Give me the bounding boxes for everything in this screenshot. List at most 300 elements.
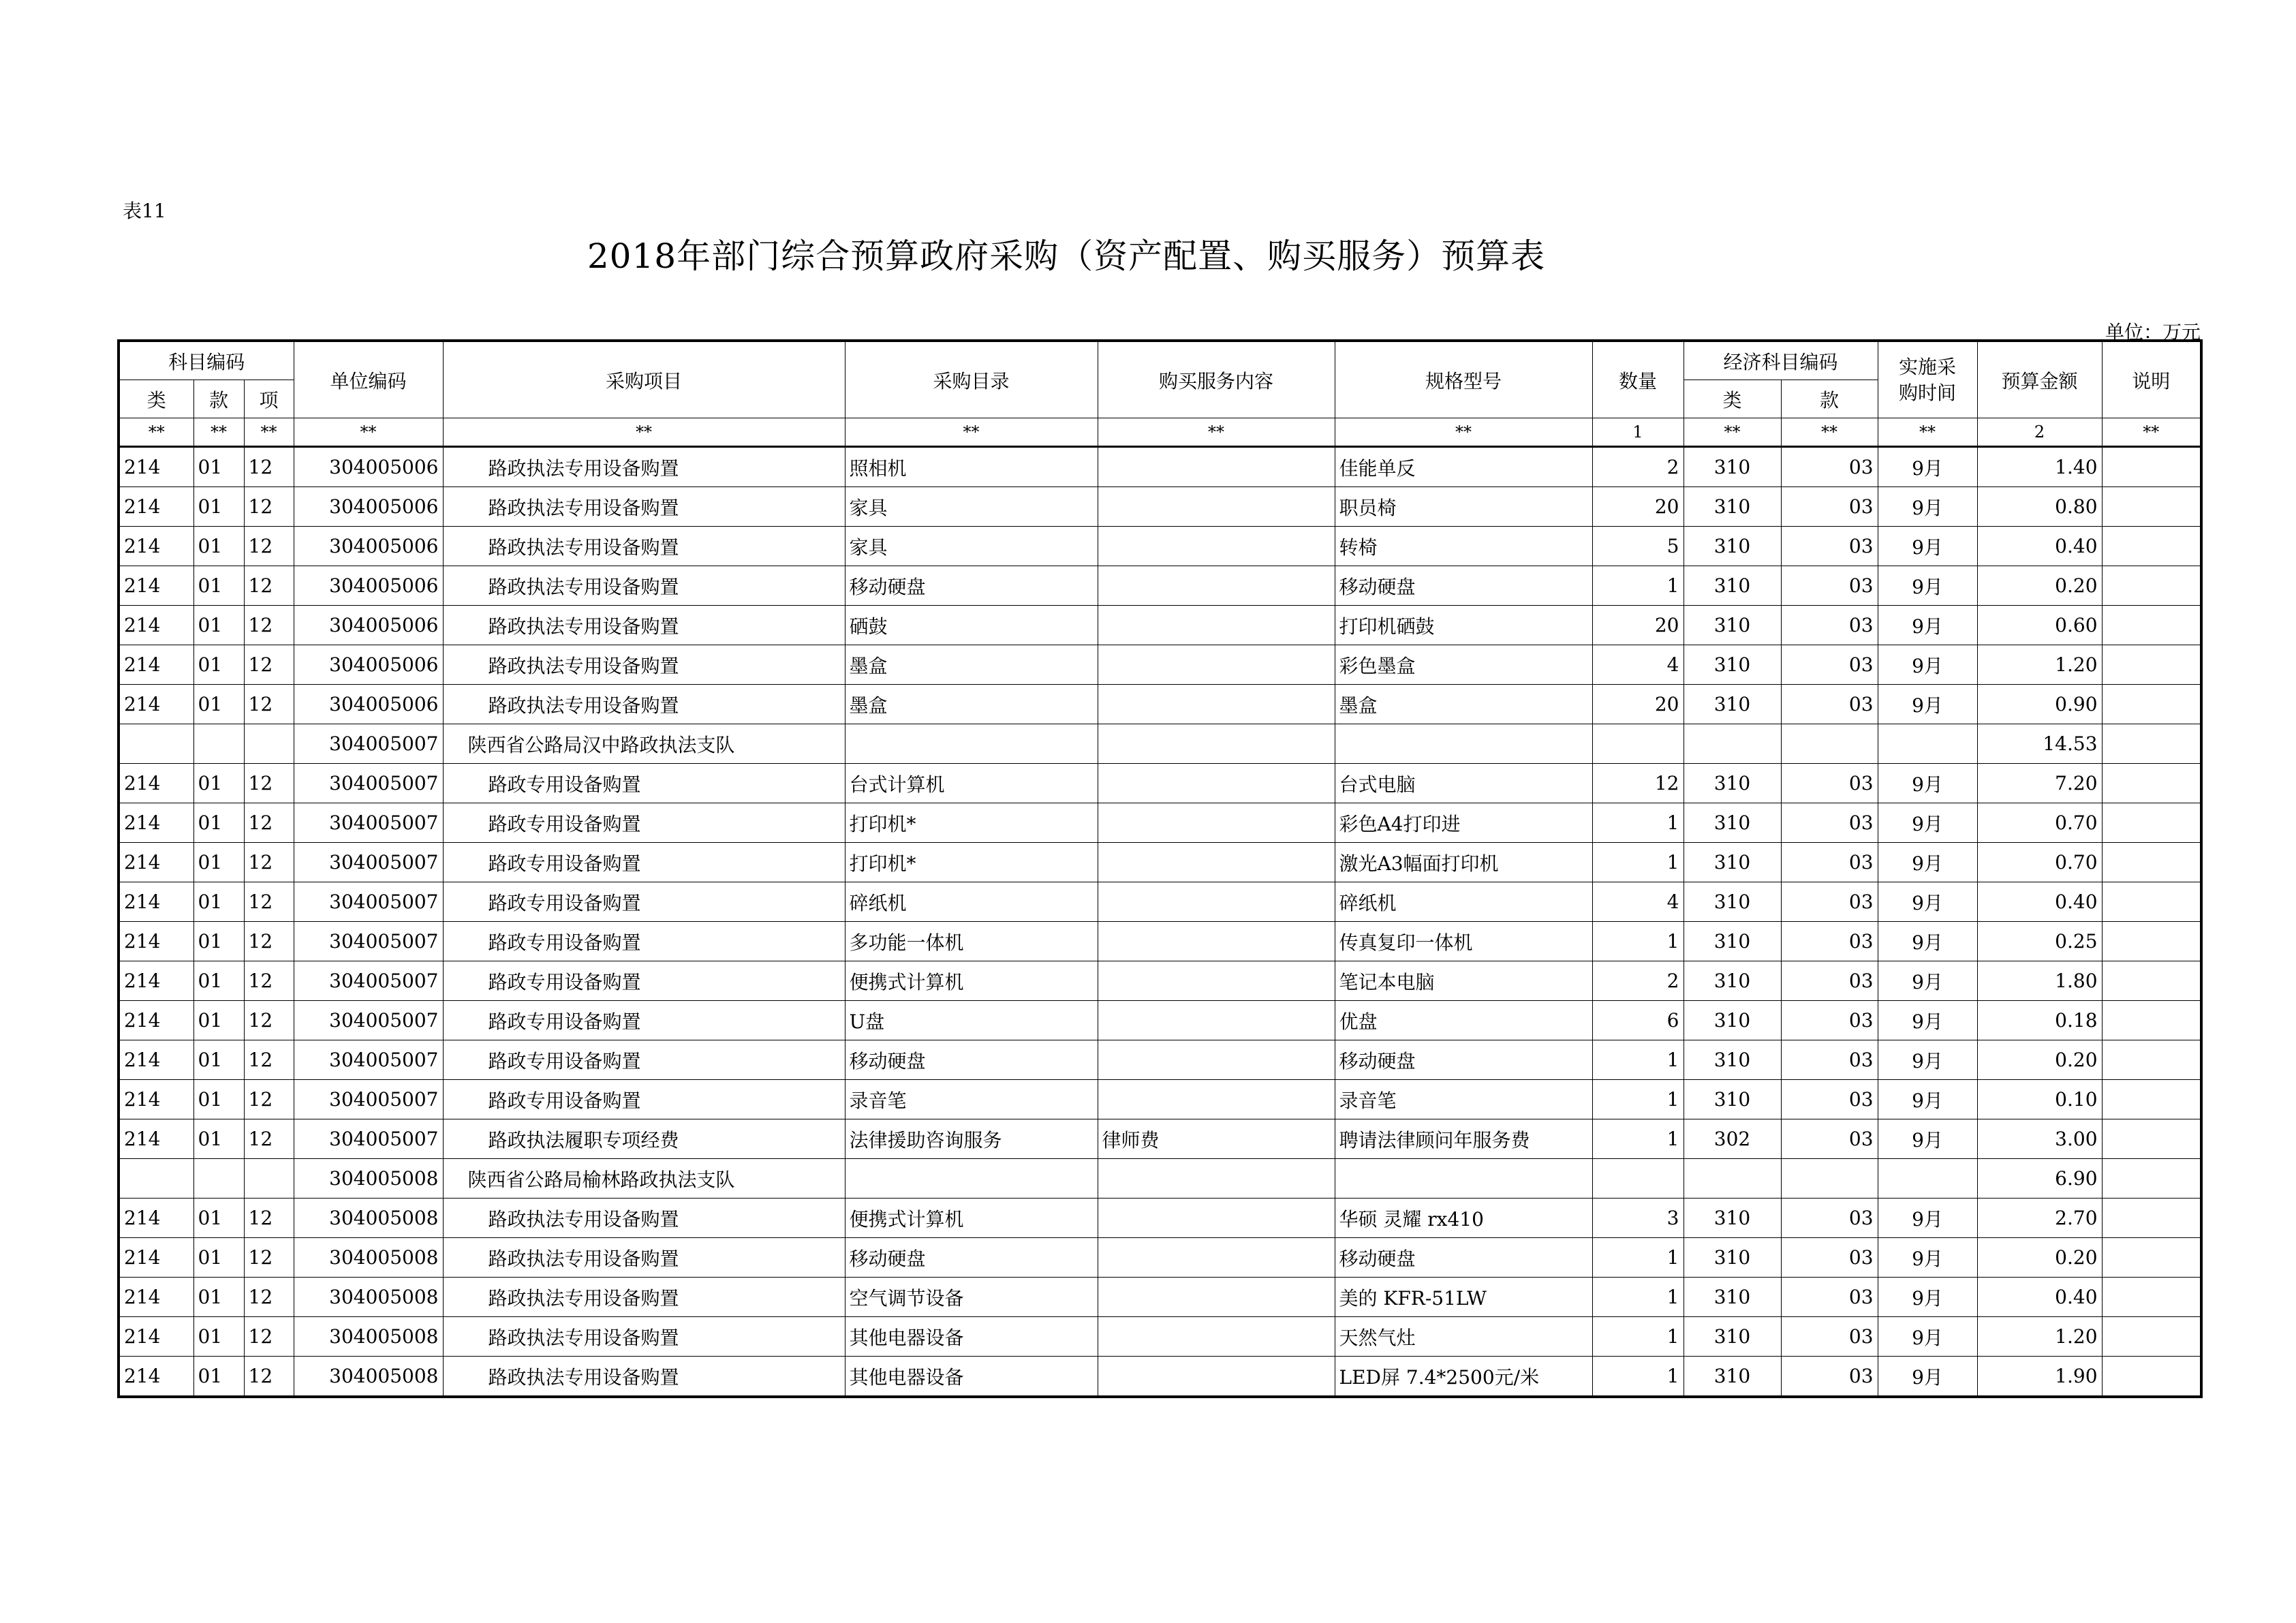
econ-lei-cell: 310 bbox=[1684, 645, 1781, 685]
spec-cell: 移动硬盘 bbox=[1335, 1238, 1592, 1278]
econ-kuan-cell: 03 bbox=[1781, 1317, 1878, 1357]
econ-kuan-cell: 03 bbox=[1781, 882, 1878, 922]
header-row-1 bbox=[119, 341, 2201, 380]
time-cell bbox=[1878, 1159, 1977, 1199]
lei-cell: 214 bbox=[119, 961, 193, 1001]
spec-cell: 笔记本电脑 bbox=[1335, 961, 1592, 1001]
service-cell bbox=[1098, 1001, 1335, 1040]
amount-cell: 1.20 bbox=[1977, 1317, 2102, 1357]
note-cell bbox=[2102, 447, 2201, 487]
table-row bbox=[119, 487, 2201, 527]
note-cell bbox=[2102, 922, 2201, 961]
qty-cell: 6 bbox=[1592, 1001, 1684, 1040]
kuan-header: 款 bbox=[193, 380, 244, 418]
econ-kuan-cell: 03 bbox=[1781, 764, 1878, 803]
org-row bbox=[119, 1159, 2201, 1199]
service-cell bbox=[1098, 1159, 1335, 1199]
marker-row bbox=[119, 418, 2201, 447]
project-cell: 路政执法专用设备购置 bbox=[443, 1278, 845, 1317]
spec-cell: 传真复印一体机 bbox=[1335, 922, 1592, 961]
econ-lei-cell: 310 bbox=[1684, 566, 1781, 606]
service-cell bbox=[1098, 1040, 1335, 1080]
service-cell bbox=[1098, 1317, 1335, 1357]
note-cell bbox=[2102, 1199, 2201, 1238]
qty-cell: 1 bbox=[1592, 1238, 1684, 1278]
spec-cell: LED屏 7.4*2500元/米 bbox=[1335, 1357, 1592, 1397]
project-cell: 路政专用设备购置 bbox=[443, 1080, 845, 1119]
service-cell bbox=[1098, 645, 1335, 685]
kuan-cell: 01 bbox=[193, 645, 244, 685]
lei-cell: 214 bbox=[119, 1317, 193, 1357]
amount-cell: 0.60 bbox=[1977, 606, 2102, 645]
xiang-cell: 12 bbox=[244, 1001, 294, 1040]
service-cell bbox=[1098, 764, 1335, 803]
marker-cell: ** bbox=[244, 418, 294, 447]
xiang-cell: 12 bbox=[244, 764, 294, 803]
spec-cell: 台式电脑 bbox=[1335, 764, 1592, 803]
xiang-cell: 12 bbox=[244, 1040, 294, 1080]
catalog-cell: 碎纸机 bbox=[845, 882, 1098, 922]
spec-cell: 墨盒 bbox=[1335, 685, 1592, 724]
time-cell: 9月 bbox=[1878, 487, 1977, 527]
table-row bbox=[119, 1080, 2201, 1119]
econ-kuan-cell: 03 bbox=[1781, 1238, 1878, 1278]
econ-lei-header: 类 bbox=[1684, 380, 1781, 418]
note-cell bbox=[2102, 1317, 2201, 1357]
econ-lei-cell: 310 bbox=[1684, 1001, 1781, 1040]
econ-kuan-cell: 03 bbox=[1781, 1278, 1878, 1317]
qty-cell: 2 bbox=[1592, 961, 1684, 1001]
kuan-cell: 01 bbox=[193, 1238, 244, 1278]
project-cell: 陕西省公路局榆林路政执法支队 bbox=[443, 1159, 845, 1199]
table-number: 表11 bbox=[123, 200, 166, 222]
time-cell: 9月 bbox=[1878, 882, 1977, 922]
catalog-cell: 打印机* bbox=[845, 803, 1098, 843]
marker-cell: ** bbox=[1684, 418, 1781, 447]
lei-cell: 214 bbox=[119, 764, 193, 803]
econ-kuan-cell: 03 bbox=[1781, 803, 1878, 843]
catalog-cell: 家具 bbox=[845, 487, 1098, 527]
econ-kuan-cell: 03 bbox=[1781, 606, 1878, 645]
xiang-cell: 12 bbox=[244, 1080, 294, 1119]
xiang-cell: 12 bbox=[244, 685, 294, 724]
note-cell bbox=[2102, 645, 2201, 685]
xiang-cell: 12 bbox=[244, 645, 294, 685]
amount-cell: 0.18 bbox=[1977, 1001, 2102, 1040]
lei-cell: 214 bbox=[119, 1278, 193, 1317]
time-cell: 9月 bbox=[1878, 1080, 1977, 1119]
project-cell: 路政执法专用设备购置 bbox=[443, 1238, 845, 1278]
note-cell bbox=[2102, 843, 2201, 882]
project-cell: 路政执法专用设备购置 bbox=[443, 1357, 845, 1397]
time-cell: 9月 bbox=[1878, 527, 1977, 566]
note-cell bbox=[2102, 487, 2201, 527]
lei-cell: 214 bbox=[119, 487, 193, 527]
econ-lei-cell: 310 bbox=[1684, 961, 1781, 1001]
project-cell: 路政执法专用设备购置 bbox=[443, 447, 845, 487]
note-cell bbox=[2102, 724, 2201, 764]
xiang-cell: 12 bbox=[244, 487, 294, 527]
econ-code-header: 经济科目编码 bbox=[1684, 341, 1878, 380]
spec-cell: 美的 KFR-51LW bbox=[1335, 1278, 1592, 1317]
spec-cell: 转椅 bbox=[1335, 527, 1592, 566]
table-row bbox=[119, 447, 2201, 487]
note-header: 说明 bbox=[2102, 341, 2201, 418]
unit-code-cell: 304005007 bbox=[294, 1080, 443, 1119]
unit-code-cell: 304005007 bbox=[294, 724, 443, 764]
econ-kuan-cell: 03 bbox=[1781, 1080, 1878, 1119]
catalog-cell: 其他电器设备 bbox=[845, 1317, 1098, 1357]
qty-cell bbox=[1592, 1159, 1684, 1199]
table-row bbox=[119, 843, 2201, 882]
qty-cell: 1 bbox=[1592, 1278, 1684, 1317]
spec-cell: 彩色墨盒 bbox=[1335, 645, 1592, 685]
catalog-cell: 其他电器设备 bbox=[845, 1357, 1098, 1397]
marker-cell: ** bbox=[1878, 418, 1977, 447]
unit-code-cell: 304005008 bbox=[294, 1317, 443, 1357]
service-cell bbox=[1098, 1357, 1335, 1397]
service-cell bbox=[1098, 487, 1335, 527]
spec-cell: 激光A3幅面打印机 bbox=[1335, 843, 1592, 882]
lei-cell: 214 bbox=[119, 803, 193, 843]
kuan-cell: 01 bbox=[193, 843, 244, 882]
lei-header: 类 bbox=[119, 380, 193, 418]
lei-cell bbox=[119, 1159, 193, 1199]
table-row bbox=[119, 1001, 2201, 1040]
kuan-cell: 01 bbox=[193, 1040, 244, 1080]
spec-cell: 碎纸机 bbox=[1335, 882, 1592, 922]
table-row bbox=[119, 764, 2201, 803]
time-header: 实施采购时间 bbox=[1878, 341, 1977, 418]
qty-cell: 1 bbox=[1592, 1040, 1684, 1080]
org-row bbox=[119, 724, 2201, 764]
catalog-cell: 移动硬盘 bbox=[845, 1040, 1098, 1080]
catalog-cell: 打印机* bbox=[845, 843, 1098, 882]
qty-cell: 1 bbox=[1592, 1317, 1684, 1357]
table-row bbox=[119, 606, 2201, 645]
kuan-cell: 01 bbox=[193, 1278, 244, 1317]
unit-code-cell: 304005008 bbox=[294, 1278, 443, 1317]
time-cell bbox=[1878, 724, 1977, 764]
qty-cell: 12 bbox=[1592, 764, 1684, 803]
econ-lei-cell: 310 bbox=[1684, 527, 1781, 566]
service-cell bbox=[1098, 961, 1335, 1001]
econ-lei-cell: 310 bbox=[1684, 447, 1781, 487]
spec-cell: 华硕 灵耀 rx410 bbox=[1335, 1199, 1592, 1238]
catalog-cell: 移动硬盘 bbox=[845, 1238, 1098, 1278]
project-cell: 路政执法专用设备购置 bbox=[443, 1199, 845, 1238]
catalog-cell: 墨盒 bbox=[845, 645, 1098, 685]
note-cell bbox=[2102, 1238, 2201, 1278]
unit-code-cell: 304005006 bbox=[294, 487, 443, 527]
unit-code-cell: 304005008 bbox=[294, 1357, 443, 1397]
qty-cell: 20 bbox=[1592, 606, 1684, 645]
econ-lei-cell bbox=[1684, 724, 1781, 764]
catalog-cell bbox=[845, 724, 1098, 764]
marker-cell: ** bbox=[1098, 418, 1335, 447]
spec-cell bbox=[1335, 1159, 1592, 1199]
amount-cell: 0.80 bbox=[1977, 487, 2102, 527]
note-cell bbox=[2102, 606, 2201, 645]
catalog-cell: 录音笔 bbox=[845, 1080, 1098, 1119]
unit-code-cell: 304005008 bbox=[294, 1199, 443, 1238]
unit-code-cell: 304005007 bbox=[294, 803, 443, 843]
note-cell bbox=[2102, 764, 2201, 803]
xiang-cell: 12 bbox=[244, 882, 294, 922]
econ-kuan-cell: 03 bbox=[1781, 1199, 1878, 1238]
unit-code-cell: 304005006 bbox=[294, 527, 443, 566]
table-row bbox=[119, 1199, 2201, 1238]
econ-kuan-cell: 03 bbox=[1781, 566, 1878, 606]
note-cell bbox=[2102, 566, 2201, 606]
amount-cell: 2.70 bbox=[1977, 1199, 2102, 1238]
project-cell: 路政执法专用设备购置 bbox=[443, 685, 845, 724]
econ-lei-cell: 310 bbox=[1684, 1199, 1781, 1238]
xiang-cell: 12 bbox=[244, 1238, 294, 1278]
project-cell: 路政专用设备购置 bbox=[443, 961, 845, 1001]
unit-code-cell: 304005006 bbox=[294, 685, 443, 724]
lei-cell: 214 bbox=[119, 922, 193, 961]
xiang-cell: 12 bbox=[244, 961, 294, 1001]
note-cell bbox=[2102, 1001, 2201, 1040]
econ-kuan-cell: 03 bbox=[1781, 1357, 1878, 1397]
qty-cell: 4 bbox=[1592, 882, 1684, 922]
econ-lei-cell: 310 bbox=[1684, 1278, 1781, 1317]
note-cell bbox=[2102, 527, 2201, 566]
lei-cell: 214 bbox=[119, 685, 193, 724]
xiang-header: 项 bbox=[244, 380, 294, 418]
lei-cell: 214 bbox=[119, 1040, 193, 1080]
econ-kuan-cell: 03 bbox=[1781, 1001, 1878, 1040]
unit-code-cell: 304005008 bbox=[294, 1238, 443, 1278]
service-cell bbox=[1098, 1199, 1335, 1238]
table-row bbox=[119, 1238, 2201, 1278]
time-cell: 9月 bbox=[1878, 922, 1977, 961]
marker-cell: ** bbox=[443, 418, 845, 447]
service-cell: 律师费 bbox=[1098, 1119, 1335, 1159]
amount-cell: 0.40 bbox=[1977, 527, 2102, 566]
econ-lei-cell: 310 bbox=[1684, 1317, 1781, 1357]
kuan-cell: 01 bbox=[193, 764, 244, 803]
marker-cell: ** bbox=[1335, 418, 1592, 447]
table-row bbox=[119, 566, 2201, 606]
table-row bbox=[119, 961, 2201, 1001]
xiang-cell: 12 bbox=[244, 1199, 294, 1238]
amount-cell: 0.20 bbox=[1977, 1238, 2102, 1278]
kuan-cell: 01 bbox=[193, 1199, 244, 1238]
unit-code-cell: 304005006 bbox=[294, 447, 443, 487]
spec-cell: 佳能单反 bbox=[1335, 447, 1592, 487]
note-cell bbox=[2102, 1278, 2201, 1317]
table-row bbox=[119, 527, 2201, 566]
kuan-cell: 01 bbox=[193, 447, 244, 487]
table-row bbox=[119, 1357, 2201, 1397]
qty-cell: 4 bbox=[1592, 645, 1684, 685]
time-cell: 9月 bbox=[1878, 685, 1977, 724]
catalog-cell: 照相机 bbox=[845, 447, 1098, 487]
lei-cell: 214 bbox=[119, 645, 193, 685]
qty-cell: 3 bbox=[1592, 1199, 1684, 1238]
project-cell: 路政执法履职专项经费 bbox=[443, 1119, 845, 1159]
lei-cell: 214 bbox=[119, 606, 193, 645]
catalog-cell: 空气调节设备 bbox=[845, 1278, 1098, 1317]
xiang-cell: 12 bbox=[244, 566, 294, 606]
econ-lei-cell: 310 bbox=[1684, 882, 1781, 922]
xiang-cell: 12 bbox=[244, 843, 294, 882]
amount-cell: 14.53 bbox=[1977, 724, 2102, 764]
project-cell: 路政专用设备购置 bbox=[443, 1040, 845, 1080]
qty-header: 数量 bbox=[1592, 341, 1684, 418]
project-cell: 陕西省公路局汉中路政执法支队 bbox=[443, 724, 845, 764]
econ-lei-cell: 310 bbox=[1684, 1080, 1781, 1119]
note-cell bbox=[2102, 1357, 2201, 1397]
amount-cell: 0.40 bbox=[1977, 882, 2102, 922]
page-title bbox=[0, 229, 2296, 278]
amount-cell: 7.20 bbox=[1977, 764, 2102, 803]
kuan-cell: 01 bbox=[193, 606, 244, 645]
econ-kuan-cell bbox=[1781, 724, 1878, 764]
kuan-cell: 01 bbox=[193, 882, 244, 922]
qty-cell: 1 bbox=[1592, 922, 1684, 961]
subject-code-header: 科目编码 bbox=[119, 341, 294, 380]
service-cell bbox=[1098, 922, 1335, 961]
xiang-cell: 12 bbox=[244, 1119, 294, 1159]
table-row bbox=[119, 1040, 2201, 1080]
note-cell bbox=[2102, 961, 2201, 1001]
spec-cell: 优盘 bbox=[1335, 1001, 1592, 1040]
service-cell bbox=[1098, 1278, 1335, 1317]
catalog-cell: 硒鼓 bbox=[845, 606, 1098, 645]
unit-label: 单位：万元 bbox=[2105, 321, 2201, 343]
econ-kuan-cell bbox=[1781, 1159, 1878, 1199]
qty-cell: 1 bbox=[1592, 843, 1684, 882]
unit-code-cell: 304005007 bbox=[294, 922, 443, 961]
note-cell bbox=[2102, 882, 2201, 922]
econ-lei-cell: 310 bbox=[1684, 1238, 1781, 1278]
lei-cell: 214 bbox=[119, 1238, 193, 1278]
project-cell: 路政专用设备购置 bbox=[443, 764, 845, 803]
service-cell bbox=[1098, 882, 1335, 922]
service-cell bbox=[1098, 685, 1335, 724]
project-cell: 路政执法专用设备购置 bbox=[443, 1317, 845, 1357]
econ-lei-cell: 310 bbox=[1684, 764, 1781, 803]
qty-cell: 1 bbox=[1592, 1119, 1684, 1159]
lei-cell: 214 bbox=[119, 1357, 193, 1397]
amount-cell: 1.80 bbox=[1977, 961, 2102, 1001]
note-cell bbox=[2102, 1159, 2201, 1199]
catalog-cell bbox=[845, 1159, 1098, 1199]
time-cell: 9月 bbox=[1878, 1001, 1977, 1040]
qty-cell: 20 bbox=[1592, 487, 1684, 527]
kuan-cell: 01 bbox=[193, 961, 244, 1001]
marker-cell: 2 bbox=[1977, 418, 2102, 447]
unit-code-header: 单位编码 bbox=[294, 341, 443, 418]
time-cell: 9月 bbox=[1878, 1238, 1977, 1278]
time-cell: 9月 bbox=[1878, 645, 1977, 685]
project-cell: 路政专用设备购置 bbox=[443, 882, 845, 922]
kuan-cell: 01 bbox=[193, 1119, 244, 1159]
xiang-cell: 12 bbox=[244, 922, 294, 961]
catalog-cell: 家具 bbox=[845, 527, 1098, 566]
table-row bbox=[119, 685, 2201, 724]
note-cell bbox=[2102, 803, 2201, 843]
amount-cell: 0.70 bbox=[1977, 803, 2102, 843]
amount-cell: 0.20 bbox=[1977, 566, 2102, 606]
econ-lei-cell: 310 bbox=[1684, 487, 1781, 527]
econ-lei-cell: 302 bbox=[1684, 1119, 1781, 1159]
lei-cell: 214 bbox=[119, 447, 193, 487]
unit-code-cell: 304005008 bbox=[294, 1159, 443, 1199]
time-cell: 9月 bbox=[1878, 1278, 1977, 1317]
catalog-cell: 移动硬盘 bbox=[845, 566, 1098, 606]
service-cell bbox=[1098, 1080, 1335, 1119]
econ-kuan-cell: 03 bbox=[1781, 447, 1878, 487]
project-cell: 路政执法专用设备购置 bbox=[443, 606, 845, 645]
spec-cell: 职员椅 bbox=[1335, 487, 1592, 527]
econ-lei-cell: 310 bbox=[1684, 1040, 1781, 1080]
project-cell: 路政执法专用设备购置 bbox=[443, 487, 845, 527]
spec-header: 规格型号 bbox=[1335, 341, 1592, 418]
qty-cell: 2 bbox=[1592, 447, 1684, 487]
catalog-cell: U盘 bbox=[845, 1001, 1098, 1040]
kuan-cell: 01 bbox=[193, 527, 244, 566]
econ-lei-cell: 310 bbox=[1684, 803, 1781, 843]
table-row bbox=[119, 645, 2201, 685]
amount-cell: 0.25 bbox=[1977, 922, 2102, 961]
unit-code-cell: 304005007 bbox=[294, 764, 443, 803]
econ-kuan-cell: 03 bbox=[1781, 527, 1878, 566]
amount-cell: 1.20 bbox=[1977, 645, 2102, 685]
marker-cell: 1 bbox=[1592, 418, 1684, 447]
qty-cell: 1 bbox=[1592, 803, 1684, 843]
econ-kuan-cell: 03 bbox=[1781, 1040, 1878, 1080]
project-cell: 路政专用设备购置 bbox=[443, 803, 845, 843]
note-cell bbox=[2102, 1040, 2201, 1080]
xiang-cell: 12 bbox=[244, 527, 294, 566]
amount-cell: 1.90 bbox=[1977, 1357, 2102, 1397]
marker-cell: ** bbox=[1781, 418, 1878, 447]
catalog-cell: 便携式计算机 bbox=[845, 961, 1098, 1001]
unit-code-cell: 304005007 bbox=[294, 843, 443, 882]
project-cell: 路政专用设备购置 bbox=[443, 843, 845, 882]
kuan-cell: 01 bbox=[193, 566, 244, 606]
lei-cell: 214 bbox=[119, 882, 193, 922]
project-cell: 路政专用设备购置 bbox=[443, 1001, 845, 1040]
kuan-cell: 01 bbox=[193, 922, 244, 961]
service-cell bbox=[1098, 1238, 1335, 1278]
unit-code-cell: 304005007 bbox=[294, 1001, 443, 1040]
time-cell: 9月 bbox=[1878, 1199, 1977, 1238]
econ-kuan-cell: 03 bbox=[1781, 487, 1878, 527]
econ-lei-cell: 310 bbox=[1684, 843, 1781, 882]
service-cell bbox=[1098, 606, 1335, 645]
service-cell bbox=[1098, 447, 1335, 487]
service-cell bbox=[1098, 724, 1335, 764]
kuan-cell: 01 bbox=[193, 1080, 244, 1119]
catalog-cell: 台式计算机 bbox=[845, 764, 1098, 803]
qty-cell: 1 bbox=[1592, 1080, 1684, 1119]
kuan-cell: 01 bbox=[193, 1317, 244, 1357]
time-cell: 9月 bbox=[1878, 843, 1977, 882]
xiang-cell: 12 bbox=[244, 606, 294, 645]
catalog-cell: 多功能一体机 bbox=[845, 922, 1098, 961]
time-cell: 9月 bbox=[1878, 961, 1977, 1001]
qty-cell bbox=[1592, 724, 1684, 764]
kuan-cell: 01 bbox=[193, 685, 244, 724]
spec-cell: 移动硬盘 bbox=[1335, 566, 1592, 606]
econ-kuan-cell: 03 bbox=[1781, 1119, 1878, 1159]
qty-cell: 20 bbox=[1592, 685, 1684, 724]
